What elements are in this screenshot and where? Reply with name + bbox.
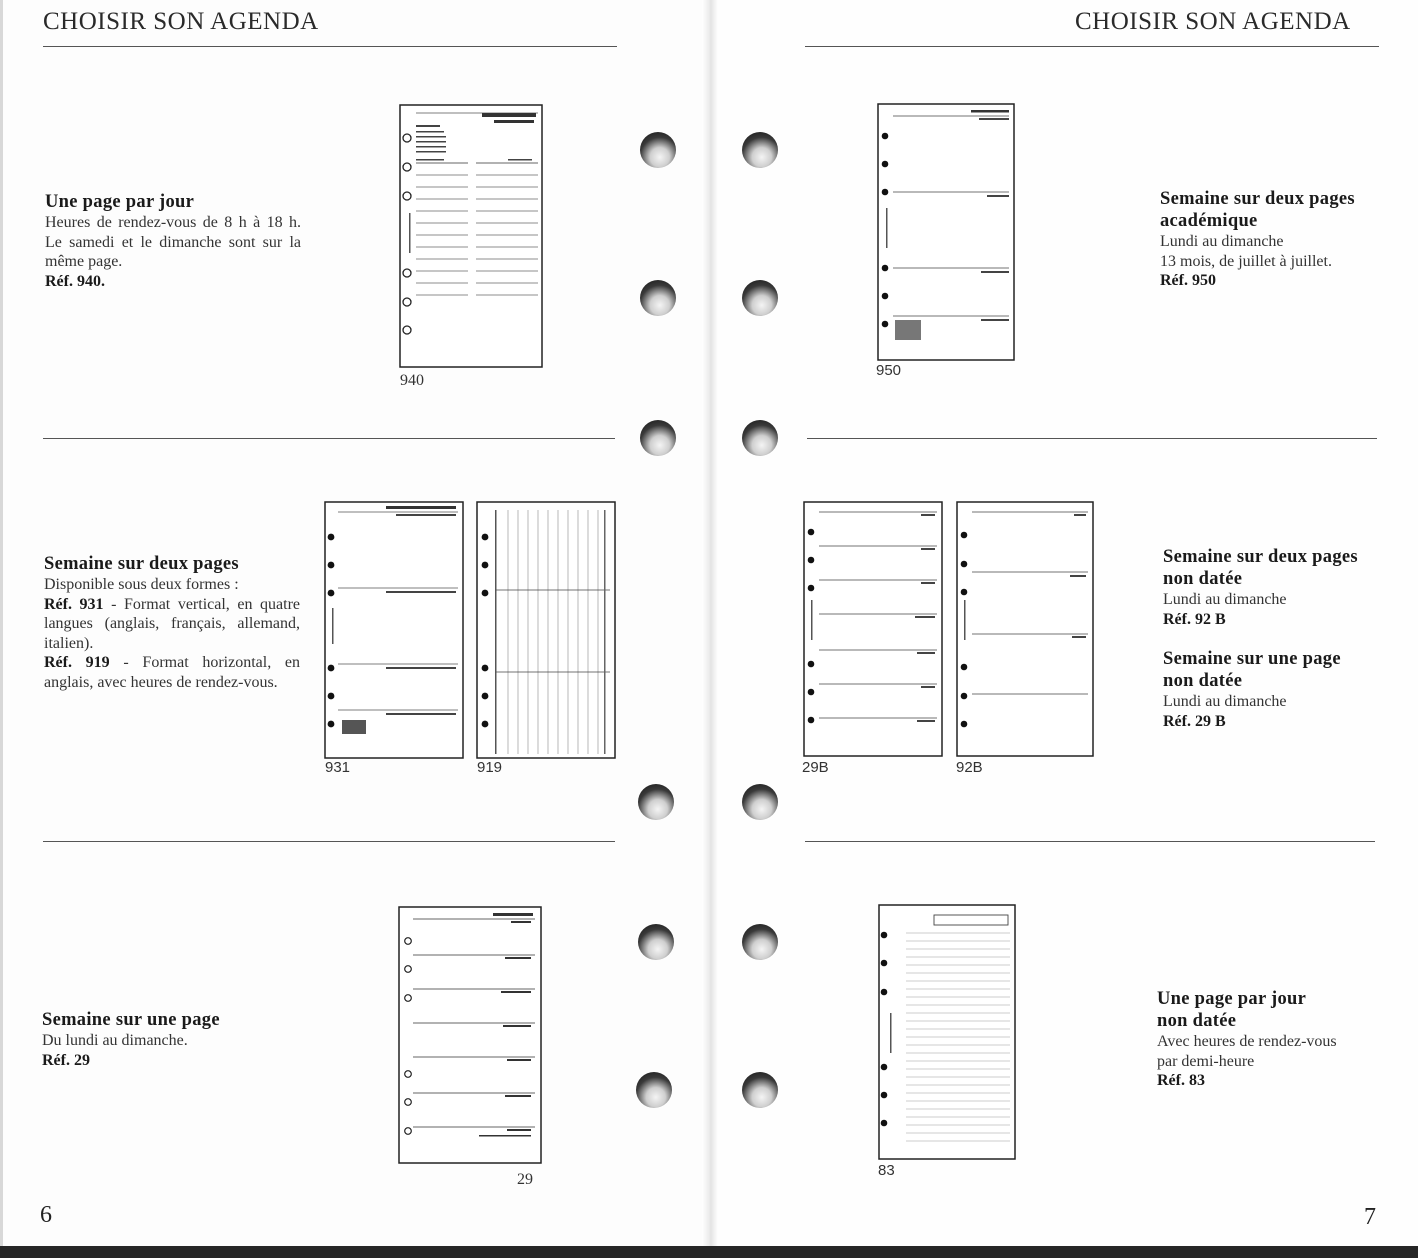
block-ref: Réf. 919	[44, 654, 110, 671]
agenda-sample-940	[396, 103, 546, 369]
block-title: non datée	[1163, 569, 1243, 589]
block-title: non datée	[1163, 671, 1243, 691]
agenda-sample-83	[876, 903, 1018, 1163]
block-text: - Format horizontal, en anglais, avec heures de rendez-vous.	[44, 654, 301, 691]
agenda-sample-29	[395, 905, 545, 1167]
punch-hole	[742, 1072, 778, 1108]
punch-hole	[742, 280, 778, 316]
block-text-931	[44, 595, 300, 654]
block-undated-week-two-pages	[1163, 546, 1393, 629]
block-ref: Réf. 29 B	[1163, 712, 1226, 730]
block-ref: Réf. 931	[44, 595, 104, 613]
block-text: Heures de rendez-vous de 8 h à 18 h. Le samedi et le dimanche sont sur la même page.	[45, 214, 301, 270]
block-text: Lundi au dimanche	[1163, 591, 1287, 608]
binding-spine	[702, 0, 718, 1258]
section-divider	[805, 841, 1375, 842]
agenda-sample-92b	[954, 500, 1098, 758]
block-title: Semaine sur une page	[1163, 649, 1341, 669]
agenda-sample-29b	[801, 500, 945, 758]
block-title: Semaine sur une page	[42, 1010, 220, 1030]
block-title: Une page par jour	[45, 192, 195, 212]
block-title: Semaine sur deux pages	[1160, 189, 1355, 209]
page-bottom-edge	[0, 1246, 1418, 1258]
agenda-sample-919	[474, 500, 618, 762]
block-one-page-per-day	[45, 191, 301, 291]
block-text: Du lundi au dimanche.	[42, 1032, 188, 1049]
block-week-one-page	[42, 1009, 298, 1070]
section-divider	[43, 438, 615, 439]
header-rule	[805, 46, 1379, 47]
figure-caption: 931	[325, 759, 351, 776]
section-divider	[807, 438, 1377, 439]
figure-caption: 29	[517, 1171, 533, 1188]
block-text: Avec heures de rendez-vous	[1157, 1033, 1337, 1050]
punch-hole	[742, 924, 778, 960]
block-title: académique	[1160, 211, 1258, 231]
figure-caption: 29B	[802, 759, 829, 776]
section-divider	[43, 841, 615, 842]
punch-hole	[742, 784, 778, 820]
punch-hole	[638, 784, 674, 820]
block-title: Semaine sur deux pages	[44, 554, 239, 574]
block-ref: Réf. 29	[42, 1051, 90, 1069]
punch-hole	[742, 132, 778, 168]
figure-caption: 950	[876, 362, 902, 379]
agenda-sample-950	[875, 102, 1017, 364]
block-undated-one-page-per-day	[1157, 988, 1393, 1091]
punch-hole	[742, 420, 778, 456]
right-header: CHOISIR SON AGENDA	[1075, 8, 1351, 35]
block-text: - Format vertical, en quatre langues (anglais, français, allemand, italien).	[44, 595, 301, 652]
block-text: 13 mois, de juillet à juillet.	[1160, 252, 1332, 270]
punch-hole	[636, 1072, 672, 1108]
block-title: non datée	[1157, 1011, 1237, 1031]
right-page	[709, 0, 1418, 1258]
figure-caption: 919	[477, 759, 503, 776]
block-title: Une page par jour	[1157, 989, 1307, 1009]
punch-hole	[640, 280, 676, 316]
header-rule	[43, 46, 617, 47]
page-number: 6	[40, 1202, 52, 1228]
punch-hole	[638, 924, 674, 960]
block-text: Lundi au dimanche	[1160, 233, 1284, 250]
block-week-two-pages	[44, 553, 300, 692]
figure-caption: 92B	[956, 759, 983, 776]
punch-hole	[640, 420, 676, 456]
block-text: Disponible sous deux formes :	[44, 576, 239, 593]
block-ref: Réf. 83	[1157, 1072, 1205, 1089]
block-academic-week	[1160, 188, 1390, 291]
block-ref: Réf. 950	[1160, 272, 1216, 289]
left-header: CHOISIR SON AGENDA	[43, 8, 319, 35]
figure-caption: 940	[400, 372, 424, 389]
punch-hole	[640, 132, 676, 168]
page-edge	[0, 0, 3, 1258]
block-title: Semaine sur deux pages	[1163, 547, 1358, 567]
block-ref: Réf. 940.	[45, 272, 105, 290]
block-text-919	[44, 653, 300, 692]
figure-caption: 83	[878, 1162, 895, 1179]
page-number: 7	[1364, 1204, 1376, 1230]
agenda-sample-931	[322, 500, 466, 762]
block-text: Lundi au dimanche	[1163, 693, 1287, 710]
block-text: par demi-heure	[1157, 1052, 1255, 1070]
block-undated-week-one-page	[1163, 648, 1393, 731]
block-ref: Réf. 92 B	[1163, 610, 1226, 628]
